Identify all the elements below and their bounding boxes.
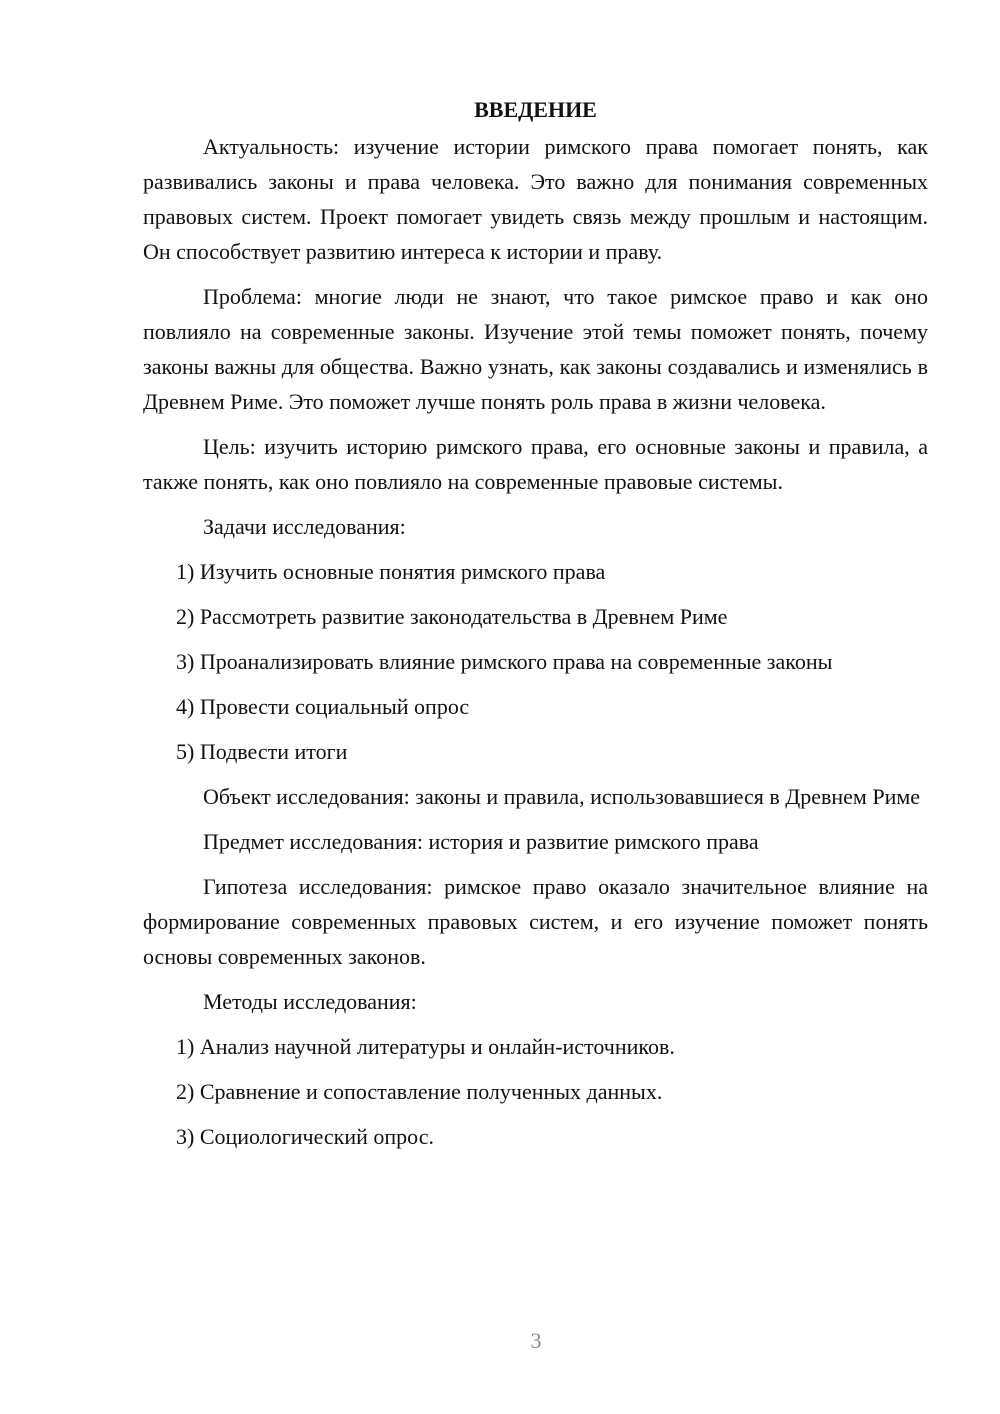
page-number: 3 [530, 1328, 542, 1353]
task-item: 5) Подвести итоги [176, 739, 348, 764]
methods-heading: Методы исследования: [203, 989, 417, 1014]
relevance-paragraph: Актуальность: изучение истории римского права помогает понять, как развивались законы и права человека. Это важно для понимания современных правовых систем. Проект помогает увидеть связь между прошлым и настоящим. Он способствует развитию интереса к истории и праву. [143, 134, 928, 264]
method-item: 3) Социологический опрос. [176, 1124, 434, 1149]
method-item: 2) Сравнение и сопоставление полученных данных. [176, 1079, 663, 1104]
subject-paragraph: Предмет исследования: история и развитие римского права [203, 829, 759, 854]
task-item: 2) Рассмотреть развитие законодательства в Древнем Риме [176, 604, 728, 629]
section-title: ВВЕДЕНИЕ [474, 97, 597, 122]
method-item: 1) Анализ научной литературы и онлайн-источников. [176, 1034, 675, 1059]
tasks-heading: Задачи исследования: [203, 514, 406, 539]
goal-paragraph: Цель: изучить историю римского права, его основные законы и правила, а также понять, как оно повлияло на современные правовые системы. [143, 434, 928, 494]
page-content [143, 92, 928, 1164]
tasks-list [143, 554, 928, 769]
problem-paragraph: Проблема: многие люди не знают, что такое римское право и как оно повлияло на современные законы. Изучение этой темы поможет понять, почему законы важны для общества. Важно узнать, как законы создавались и изменялись в Древнем Риме. Это поможет лучше понять роль права в жизни человека. [143, 284, 928, 414]
task-item: 1) Изучить основные понятия римского права [176, 559, 606, 584]
task-item: 4) Провести социальный опрос [176, 694, 470, 719]
task-item: 3) Проанализировать влияние римского права на современные законы [176, 649, 833, 674]
object-paragraph: Объект исследования: законы и правила, использовавшиеся в Древнем Риме [203, 784, 921, 809]
methods-list [143, 1029, 928, 1154]
hypothesis-paragraph: Гипотеза исследования: римское право оказало значительное влияние на формирование современных правовых систем, и его изучение поможет понять основы современных законов. [143, 874, 928, 969]
